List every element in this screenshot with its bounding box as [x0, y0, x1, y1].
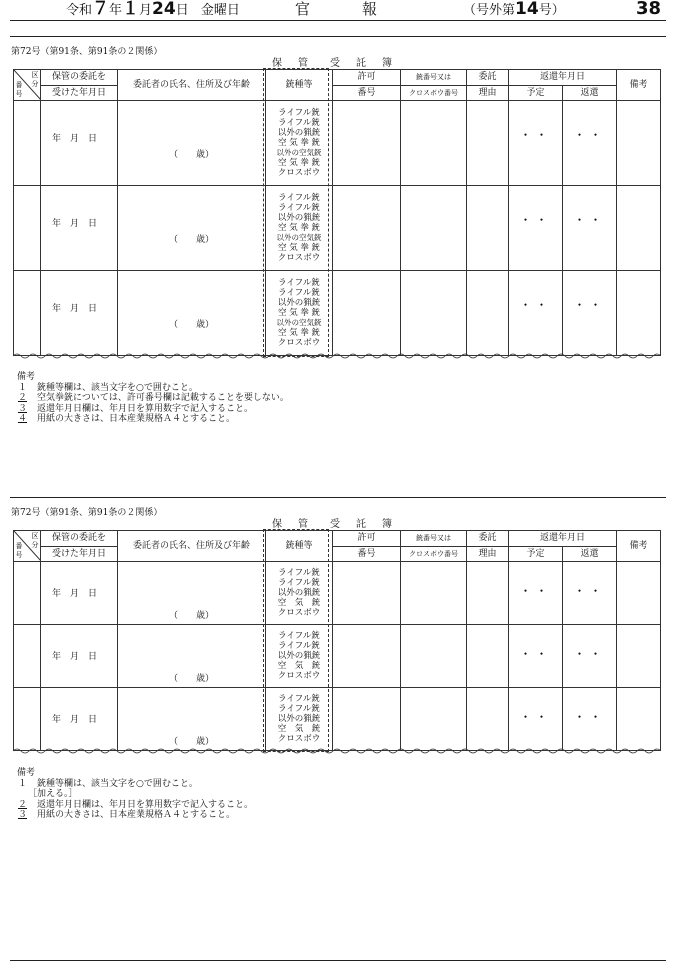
remarks-cell[interactable]: [617, 271, 661, 356]
bango-label: 番号: [15, 542, 23, 559]
note-text: 銃種等欄は、該当文字を○で囲むこと。: [37, 778, 198, 789]
serial-header-2: クロスボウ番号: [401, 85, 467, 101]
permit-cell[interactable]: [333, 101, 401, 186]
permit-header-1: 許可: [333, 531, 401, 547]
kubun-label: 区分: [31, 532, 39, 549]
gun-type-option: 以外の空気銃: [276, 148, 322, 157]
reason-header-1: 委託: [467, 531, 509, 547]
received-date-header-1: 保管の委託を: [41, 531, 118, 547]
permit-cell[interactable]: [333, 562, 401, 625]
page-number: 38: [636, 0, 662, 19]
planned-cell[interactable]: [509, 625, 563, 688]
custody-register-table: [13, 530, 661, 751]
date-dots: ・・: [519, 298, 552, 312]
form-number: 第72号（第91条、第91条の２関係）: [11, 47, 163, 57]
gun-type-cell[interactable]: [266, 101, 333, 186]
age-placeholder: （ 歳）: [168, 674, 214, 684]
wavy-cut-line: [13, 747, 660, 755]
gun-type-option: 以外の猟銃: [277, 128, 321, 138]
remarks-header: 備考: [617, 70, 661, 101]
age-placeholder: （ 歳）: [168, 320, 214, 330]
consignor-cell[interactable]: [118, 186, 266, 271]
title-char: 受: [330, 58, 340, 69]
gun-type-option: ライフル銃: [278, 278, 320, 288]
permit-cell[interactable]: [333, 271, 401, 356]
reason-header-1: 委託: [467, 70, 509, 86]
date-dots: ・・: [519, 584, 552, 598]
date-dots: ・・: [573, 128, 606, 142]
note-text: 空気拳銃については、許可番号欄は記載することを要しない。: [37, 393, 289, 403]
date-dots: ・・: [519, 710, 552, 724]
note-number: ２: [17, 393, 27, 403]
gun-type-option: ライフル銃: [278, 108, 320, 118]
age-placeholder: （ 歳）: [168, 611, 214, 621]
reason-cell[interactable]: [467, 688, 509, 751]
gun-type-option: 以外の空気銃: [276, 233, 322, 242]
permit-header-2: 番号: [333, 85, 401, 101]
note-item: [17, 404, 289, 415]
gun-type-option: ライフル銃: [278, 578, 320, 588]
gun-type-header: 銃種等: [266, 531, 333, 562]
note-item: [17, 393, 289, 404]
note-item: [17, 810, 253, 821]
date-dots: ・・: [573, 298, 606, 312]
kubun-bango-header: [14, 70, 41, 101]
issue-number: [463, 0, 565, 18]
weekday: 金曜日: [200, 3, 240, 18]
serial-cell[interactable]: [401, 271, 467, 356]
permit-cell[interactable]: [333, 186, 401, 271]
gun-type-option: ライフル銃: [278, 568, 320, 578]
age-placeholder: （ 歳）: [168, 150, 214, 160]
note-item: [17, 779, 253, 790]
era-label: 令和: [66, 3, 93, 18]
gun-type-option: 空 気 銃: [277, 661, 321, 671]
serial-cell[interactable]: [401, 186, 467, 271]
consignor-cell[interactable]: [118, 688, 266, 751]
note-item: [17, 800, 253, 811]
date-dots: ・・: [573, 647, 606, 661]
gun-type-cell[interactable]: [266, 625, 333, 688]
remarks-header: 備考: [617, 531, 661, 562]
date-dots: ・・: [519, 128, 552, 142]
gun-type-option: 空 気 拳 銃: [277, 158, 321, 168]
date-placeholder: 年月日: [51, 219, 106, 229]
date-placeholder: 年月日: [51, 304, 106, 314]
returned-cell[interactable]: [563, 186, 617, 271]
permit-header-1: 許可: [333, 70, 401, 86]
gun-type-option: 空 気 拳 銃: [277, 308, 321, 318]
received-date-cell[interactable]: [41, 562, 118, 625]
serial-cell[interactable]: [401, 688, 467, 751]
serial-header-1: 銃番号又は: [401, 70, 467, 86]
note-number: ３: [17, 810, 27, 820]
section-divider: [10, 497, 666, 498]
gun-type-option: 空 気 拳 銃: [277, 223, 321, 233]
planned-cell[interactable]: [509, 186, 563, 271]
table-row: [14, 688, 661, 751]
remarks-cell[interactable]: [617, 562, 661, 625]
date-dots: ・・: [519, 213, 552, 227]
received-date-cell[interactable]: [41, 625, 118, 688]
planned-header: 予定: [509, 85, 563, 101]
gun-type-option: 以外の猟銃: [277, 588, 321, 598]
day-unit: 日: [175, 3, 189, 18]
gun-type-option: クロスボウ: [277, 253, 321, 263]
serial-cell[interactable]: [401, 101, 467, 186]
date-placeholder: 年月日: [51, 589, 106, 599]
gun-type-option: 空 気 拳 銃: [277, 328, 321, 338]
title-char: 保: [272, 519, 282, 530]
gun-type-option: 以外の空気銃: [276, 318, 322, 327]
received-date-header-1: 保管の委託を: [41, 70, 118, 86]
consignor-cell[interactable]: [118, 562, 266, 625]
note-text: 返還年月日欄は、年月日を算用数字で記入すること。: [37, 403, 254, 414]
return-date-header: 返還年月日: [509, 70, 617, 86]
table-row: [14, 625, 661, 688]
gun-type-cell[interactable]: [266, 271, 333, 356]
date-dots: ・・: [519, 647, 552, 661]
planned-cell[interactable]: [509, 101, 563, 186]
notes-block: [17, 768, 253, 821]
remarks-cell[interactable]: [617, 186, 661, 271]
consignor-cell[interactable]: [118, 625, 266, 688]
planned-header: 予定: [509, 546, 563, 562]
note-number: １: [17, 778, 27, 789]
returned-cell[interactable]: [563, 625, 617, 688]
date-dots: ・・: [573, 213, 606, 227]
day-number: 24: [152, 0, 176, 19]
gun-type-option: 以外の猟銃: [277, 714, 321, 724]
note-text: 用紙の大きさは、日本産業規格Ａ４とすること。: [37, 414, 236, 424]
form-number: 第72号（第91条、第91条の２関係）: [11, 508, 163, 518]
table-row: [14, 101, 661, 186]
paper-name-2: 報: [362, 0, 378, 18]
returned-cell[interactable]: [563, 562, 617, 625]
note-number: １: [17, 382, 27, 393]
kubun-label: 区分: [31, 71, 39, 88]
notes-title: 備考: [17, 768, 36, 778]
note-number: ２: [17, 799, 27, 810]
consignor-header: 委託者の氏名、住所及び年齢: [118, 70, 266, 101]
row-number-cell[interactable]: [14, 562, 41, 625]
received-date-header-2: 受けた年月日: [41, 546, 118, 562]
note-text: 用紙の大きさは、日本産業規格Ａ４とすること。: [37, 810, 236, 820]
age-placeholder: （ 歳）: [168, 235, 214, 245]
date-dots: ・・: [573, 584, 606, 598]
issue-date: [66, 0, 240, 18]
gun-type-cell[interactable]: [266, 562, 333, 625]
date-placeholder: 年月日: [51, 134, 106, 144]
returned-cell[interactable]: [563, 688, 617, 751]
gun-type-option: 空 気 銃: [277, 598, 321, 608]
date-dots: ・・: [573, 710, 606, 724]
title-char: 管: [298, 519, 308, 530]
received-date-header-2: 受けた年月日: [41, 85, 118, 101]
issue-no: 14: [515, 0, 539, 19]
issue-suffix: 号）: [538, 3, 565, 18]
wavy-cut-line: [13, 352, 660, 360]
title-char: 受: [330, 519, 340, 530]
date-placeholder: 年月日: [51, 715, 106, 725]
note-number: ３: [17, 403, 27, 414]
returned-cell[interactable]: [563, 271, 617, 356]
header-rule-2: [10, 36, 666, 37]
gun-type-option: ライフル銃: [278, 641, 320, 651]
reason-header-2: 理由: [467, 85, 509, 101]
returned-header: 返還: [563, 546, 617, 562]
gun-type-option: ライフル銃: [278, 118, 320, 128]
received-date-cell[interactable]: [41, 271, 118, 356]
notes-block: [17, 372, 289, 425]
gun-type-option: クロスボウ: [277, 338, 321, 348]
note-text: 返還年月日欄は、年月日を算用数字で記入すること。: [37, 799, 254, 810]
reason-cell[interactable]: [467, 271, 509, 356]
remarks-cell[interactable]: [617, 688, 661, 751]
issue-prefix: （号外第: [463, 3, 516, 18]
footer-rule: [10, 960, 666, 961]
returned-cell[interactable]: [563, 101, 617, 186]
table-row: [14, 186, 661, 271]
age-placeholder: （ 歳）: [168, 737, 214, 747]
title-char: 簿: [382, 519, 392, 530]
title-char: 簿: [382, 58, 392, 69]
paper-name-1: 官: [295, 0, 311, 18]
form-title: [272, 515, 392, 530]
table-row: [14, 271, 661, 356]
note-number: ４: [17, 414, 27, 424]
planned-cell[interactable]: [509, 688, 563, 751]
year-number: ７: [92, 0, 110, 19]
row-number-cell[interactable]: [14, 271, 41, 356]
gun-type-cell[interactable]: [266, 688, 333, 751]
reason-cell[interactable]: [467, 186, 509, 271]
serial-header-2: クロスボウ番号: [401, 546, 467, 562]
note-item: [17, 414, 289, 425]
remarks-cell[interactable]: [617, 101, 661, 186]
gun-type-header: 銃種等: [266, 70, 333, 101]
remarks-cell[interactable]: [617, 625, 661, 688]
permit-header-2: 番号: [333, 546, 401, 562]
row-number-cell[interactable]: [14, 186, 41, 271]
title-char: 託: [356, 58, 366, 69]
gun-type-option: クロスボウ: [277, 168, 321, 178]
permit-cell[interactable]: [333, 688, 401, 751]
note-item: [17, 383, 289, 394]
gun-type-option: ライフル銃: [278, 694, 320, 704]
form-title: [272, 54, 392, 69]
month-unit: 月: [139, 3, 153, 18]
consignor-cell[interactable]: [118, 271, 266, 356]
year-unit: 年: [109, 3, 123, 18]
gun-type-option: クロスボウ: [277, 734, 321, 744]
gun-type-option: 以外の猟銃: [277, 298, 321, 308]
planned-cell[interactable]: [509, 271, 563, 356]
bango-label: 番号: [15, 81, 23, 98]
consignor-cell[interactable]: [118, 101, 266, 186]
note-text: 銃種等欄は、該当文字を○で囲むこと。: [37, 382, 198, 393]
header-rule: [10, 20, 666, 21]
notes-title: 備考: [17, 372, 36, 382]
gun-type-option: 以外の猟銃: [277, 651, 321, 661]
kubun-bango-header: [14, 531, 41, 562]
title-char: 保: [272, 58, 282, 69]
reason-cell[interactable]: [467, 101, 509, 186]
month-number: １: [122, 0, 140, 19]
row-number-cell[interactable]: [14, 101, 41, 186]
date-placeholder: 年月日: [51, 652, 106, 662]
planned-cell[interactable]: [509, 562, 563, 625]
received-date-cell[interactable]: [41, 688, 118, 751]
title-char: 託: [356, 519, 366, 530]
received-date-cell[interactable]: [41, 101, 118, 186]
gun-type-cell[interactable]: [266, 186, 333, 271]
row-number-cell[interactable]: [14, 625, 41, 688]
custody-register-table: [13, 69, 661, 356]
gun-type-option: クロスボウ: [277, 608, 321, 618]
note-item: [17, 789, 253, 800]
gun-type-option: 空 気 銃: [277, 724, 321, 734]
serial-header-1: 銃番号又は: [401, 531, 467, 547]
row-number-cell[interactable]: [14, 688, 41, 751]
gun-type-option: ライフル銃: [278, 203, 320, 213]
permit-cell[interactable]: [333, 625, 401, 688]
reason-cell[interactable]: [467, 625, 509, 688]
gun-type-option: 以外の猟銃: [277, 213, 321, 223]
gun-type-option: ライフル銃: [278, 193, 320, 203]
reason-header-2: 理由: [467, 546, 509, 562]
gun-type-option: ライフル銃: [278, 704, 320, 714]
gun-type-option: ライフル銃: [278, 631, 320, 641]
received-date-cell[interactable]: [41, 186, 118, 271]
gun-type-option: クロスボウ: [277, 671, 321, 681]
serial-cell[interactable]: [401, 562, 467, 625]
return-date-header: 返還年月日: [509, 531, 617, 547]
table-row: [14, 562, 661, 625]
reason-cell[interactable]: [467, 562, 509, 625]
gun-type-option: 空 気 拳 銃: [277, 138, 321, 148]
returned-header: 返還: [563, 85, 617, 101]
serial-cell[interactable]: [401, 625, 467, 688]
gun-type-option: ライフル銃: [278, 288, 320, 298]
note-text: ［加える。］: [28, 789, 78, 799]
gun-type-option: 空 気 拳 銃: [277, 243, 321, 253]
title-char: 管: [298, 58, 308, 69]
consignor-header: 委託者の氏名、住所及び年齢: [118, 531, 266, 562]
